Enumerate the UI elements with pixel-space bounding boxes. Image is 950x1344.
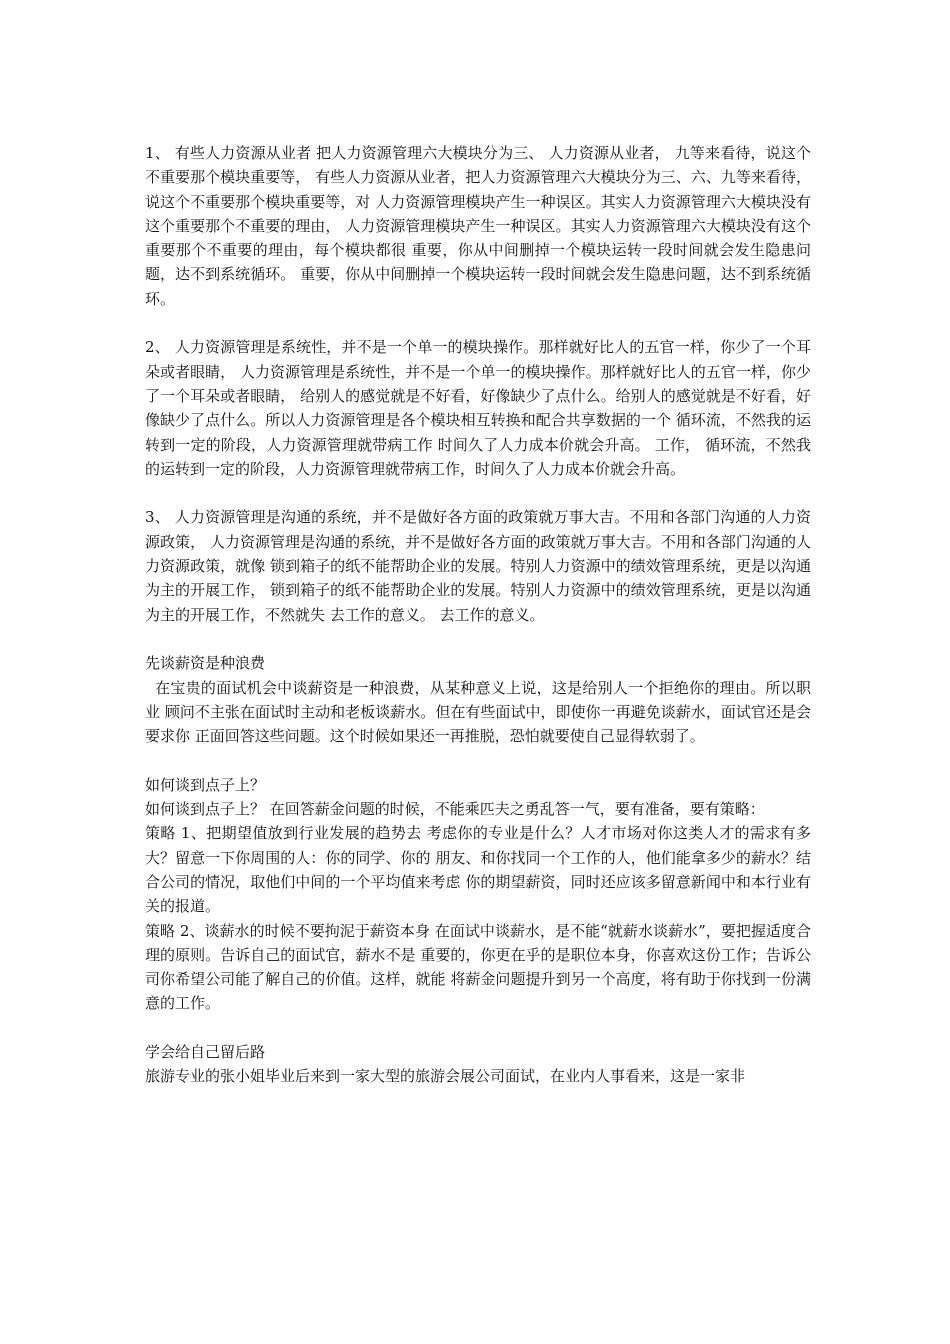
section-body-leave-way-out: 旅游专业的张小姐毕业后来到一家大型的旅游会展公司面试，在业内人事看来，这是一家非 [145, 1067, 746, 1086]
section-body-salary-waste: 在宝贵的面试机会中谈薪资是一种浪费，从某种意义上说，这是给别人一个拒绝你的理由。所以职业 顾问不主张在面试时主动和老板谈薪水。但在有些面试中，即使你一再避免谈薪水，面试官还是会要求你 正面回答这些问题。这个时候如果还一再推脱，恐怕就要使自己显得软弱了。 [145, 678, 811, 746]
section-how-to-talk [145, 773, 811, 1016]
section-intro-how-to-talk: 如何谈到点子上？ 在回答薪金问题的时候，不能乘匹夫之勇乱答一气，要有准备，要有策略： [145, 800, 765, 819]
section-salary-waste [145, 651, 811, 748]
paragraph-1: 1、 有些人力资源从业者 把人力资源管理六大模块分为三、 人力资源从业者， 九等来看待，说这个不重要那个模块重要等， 有些人力资源从业者，把人力资源管理六大模块分为三、六、九等来看待，说这个不重要那个模块重要等，对 人力资源管理模块产生一种误区。其实人力资源管理六大模块没有这个重要那个不重要的理由， 人力资源管理模块产生一种误区。其实人力资源管理六大模块没有这个重要那个不重要的理由，每个模块都很 重要，你从中间删掉一个模块运转一段时间就会发生隐患问题，达不到系统循环。 重要，你从中间删掉一个模块运转一段时间就会发生隐患问题，达不到系统循环。 [145, 144, 811, 308]
section-leave-way-out [145, 1040, 811, 1089]
document-page [145, 141, 811, 1113]
strategy-2: 策略 2、谈薪水的时候不要拘泥于薪资本身 在面试中谈薪水，是不能“就薪水谈薪水”，要把握适度合理的原则。告诉自己的面试官，薪水不是 重要的，你更在乎的是职位本身，你喜欢这份工作；告诉公司你希望公司能了解自己的价值。这样，就能 将薪金问题提升到另一个高度，将有助于你找到一份满意的工作。 [145, 921, 811, 1013]
strategy-1: 策略 1、把期望值放到行业发展的趋势去 考虑你的专业是什么？人才市场对你这类人才的需求有多大？留意一下你周围的人：你的同学、你的 朋友、和你找同一个工作的人，他们能拿多少的薪水？结合公司的情况，取他们中间的一个平均值来考虑 你的期望薪资，同时还应该多留意新闻中和本行业有关的报道。 [145, 824, 811, 916]
section-heading-salary-waste: 先谈薪资是种浪费 [145, 654, 266, 673]
section-heading-leave-way-out: 学会给自己留后路 [145, 1042, 266, 1061]
paragraph-2: 2、 人力资源管理是系统性，并不是一个单一的模块操作。那样就好比人的五官一样，你少了一个耳朵或者眼睛， 人力资源管理是系统性，并不是一个单一的模块操作。那样就好比人的五官一样，你少了一个耳朵或者眼睛， 给别人的感觉就是不好看，好像缺少了点什么。给别人的感觉就是不好看，好像缺少了点什么。所以人力资源管理是各个模块相互转换和配合共享数据的一个 循环流，不然我的运转到一定的阶段，人力资源管理就带病工作 时间久了人力成本价就会升高。 工作， 循环流，不然我的运转到一定的阶段，人力资源管理就带病工作，时间久了人力成本价就会升高。 [145, 338, 811, 478]
section-heading-how-to-talk: 如何谈到点子上？ [145, 775, 266, 794]
paragraph-3: 3、 人力资源管理是沟通的系统，并不是做好各方面的政策就万事大吉。不用和各部门沟通的人力资源政策， 人力资源管理是沟通的系统，并不是做好各方面的政策就万事大吉。不用和各部门沟通的人力资源政策，就像 锁到箱子的纸不能帮助企业的发展。特别人力资源中的绩效管理系统，更是以沟通为主的开展工作， 锁到箱子的纸不能帮助企业的发展。特别人力资源中的绩效管理系统，更是以沟通为主的开展工作，不然就失 去工作的意义。 去工作的意义。 [145, 508, 811, 624]
